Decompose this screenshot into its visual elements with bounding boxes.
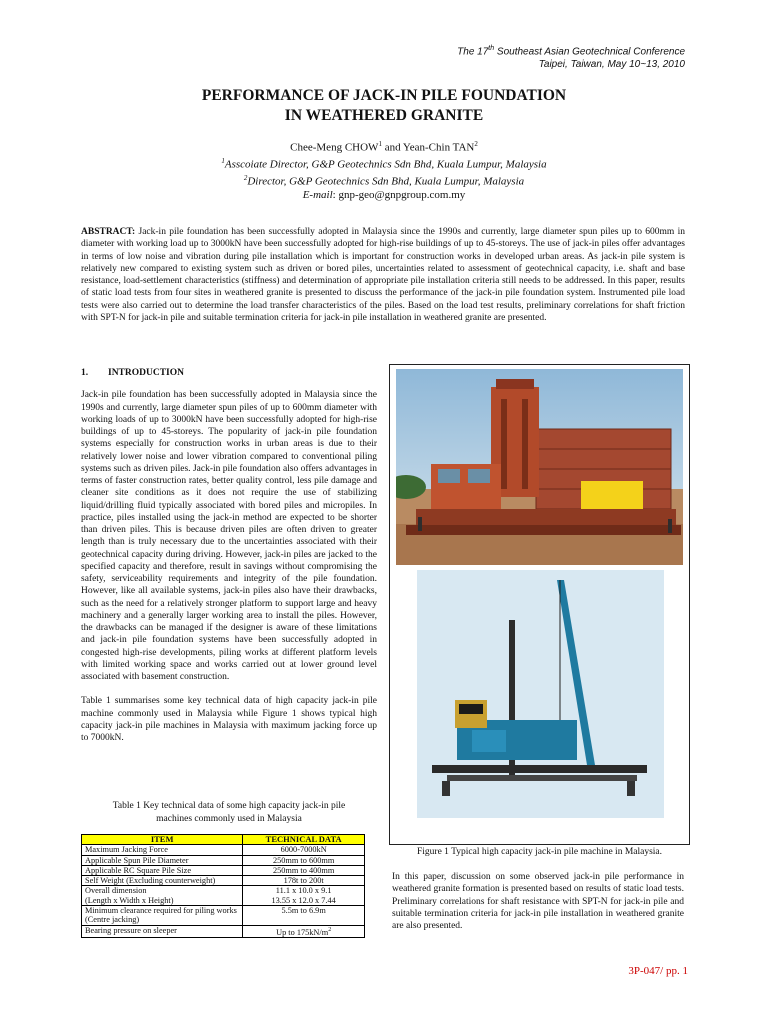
right-column-paragraph: In this paper, discussion on some observed jack-in pile performance in weathered granite formation is presented based on results of static load tests. Preliminary correlations for shaft resistance with SPT-N for jack-in pile and suitable termination criteria for jack-in pile installation in weathered granite are also presented. (392, 872, 684, 931)
intro-paragraph-1: Jack-in pile foundation has been successfully adopted in Malaysia since the 1990s and currently, large diameter spun piles of up to 600mm diameter with working loads of up to 3000kN have been successfully adopted for high-rise buildings of up to 45-storeys. The popularity of jack-in pile foundation systems especially for construction works in urban areas is due to their relatively lower noise and lower vibration compared to conventional piling systems such as driven piles. Jack-in pile foundation also offers advantages in terms of faster construction rates, better quality control, less pile damage and cleaner site conditions as it does not require the use of stabilizing liquid/drilling fluid typically associated with bored piles and micropiles. In practice, piles installed using the jack-in method are expected to be shorter than driven piles. This is because driven piles are often driven to greater length than is truly necessary due to the uncertainties associated with their geotechnical capacity during driving. However, jack-in piles are jacked to the specified capacity and therefore, result in savings without compromising the safety, serviceability requirements and integrity of the pile foundation. However, like all available systems, jack-in piles also have their drawbacks, such as the need for a relatively stronger platform to support large and heavy machinery and a generally larger working area to install the piles. However, the drawbacks can be managed if the designer is aware of these limitations and jack-in pile foundation systems have been successfully adopted in congested high-rise developments, piling works at different platform levels with limited working space and works carried out at lower ground level associated with basement construction. (81, 390, 377, 682)
conference-line1: The 17th Southeast Asian Geotechnical Conference (457, 45, 685, 58)
technical-data-table (81, 834, 365, 938)
figure-1 (389, 364, 690, 845)
affiliation-1: $^1$Asscoiate Director, G&P Geotechnics Sdn Bhd, Kuala Lumpur, Malaysia (221, 157, 547, 171)
table-row: Overall dimension (Length x Width x Height) 11.1 x 10.0 x 9.1 13.55 x 12.0 x 7.44 (82, 886, 365, 906)
affiliation-2: $^2$Director, G&P Geotechnics Sdn Bhd, Kuala Lumpur, Malaysia (243, 174, 525, 188)
table-row: Minimum clearance required for piling works (Centre jacking) 5.5m to 6.9m (82, 906, 365, 926)
figure-caption: Figure 1 Typical high capacity jack-in pile machine in Malaysia. (416, 847, 663, 857)
table-row: Self Weight (Excluding counterweight) 178t to 200t (82, 876, 365, 886)
jack-in-machine-photo (396, 369, 683, 565)
authors: Chee-Meng CHOW$^1$ and Yean-Chin TAN$^2$ (290, 140, 478, 154)
left-column (81, 367, 377, 744)
email: E-mail: gnp-geo@gnpgroup.com.my (302, 189, 466, 202)
conference-header (457, 42, 685, 71)
author-block (0, 138, 768, 203)
table-row: Applicable RC Square Pile Size 250mm to 400mm (82, 865, 365, 875)
section-heading: 1. INTRODUCTION (81, 368, 185, 378)
paper-title: PERFORMANCE OF JACK-IN PILE FOUNDATION IN WEATHERED GRANITE (201, 87, 567, 124)
page-number: 3P-047/ pp. 1 (628, 965, 688, 977)
table-header-row (82, 835, 365, 845)
table-header: TECHNICAL DATA (243, 835, 365, 845)
table-caption: Table 1 Key technical data of some high capacity jack-in pile machines commonly used in Malaysia (112, 801, 346, 824)
conference-line2: Taipei, Taiwan, May 10~13, 2010 (538, 59, 685, 71)
table-row: Applicable Spun Pile Diameter 250mm to 600mm (82, 855, 365, 865)
abstract: ABSTRACT: Jack-in pile foundation has been successfully adopted in Malaysia since the 1990s and currently, large diameter spun piles up to 600mm in diameter with working load up to 3000kN have been successfully adopted for high-rise buildings of up to 45-storeys. The use of jack-in piles offer advantages in terms of low noise and vibration during pile installation which is important for construction works in developed urban areas. As jack-in pile system is relatively new compared to existing system such as driven or bored piles, uncertainties related to assessment of geotechnical capacity, i.e. shaft and base resistance, load-settlement characteristics (stiffness) and determination of appropriate pile installation criteria still needs to be addressed. In this paper, results of static load tests from four sites in weathered granite is presented to discuss the performance of the jack-in pile foundation system. Instrumented pile load tests were also carried out to determine the load transfer characteristics of the piles. Based on the load test results, preliminary correlations for shaft friction with SPT-N for jack-in pile and suitable termination criteria for jack-in pile installation in weathered granite are presented. (81, 227, 685, 324)
table-row: Bearing pressure on sleeper Up to $175kN/m^2$ (82, 925, 365, 937)
crane-machine-image (417, 570, 664, 818)
table-row: Maximum Jacking Force 6000-7000kN (82, 845, 365, 855)
intro-paragraph-2: Table 1 summarises some key technical data of high capacity jack-in pile machine commonly used in Malaysia while Figure 1 shows typical high capacity jack-in pile machines in Malaysia with maximum jacking force up to 7000kN. (81, 696, 377, 743)
table-header: ITEM (82, 835, 243, 845)
